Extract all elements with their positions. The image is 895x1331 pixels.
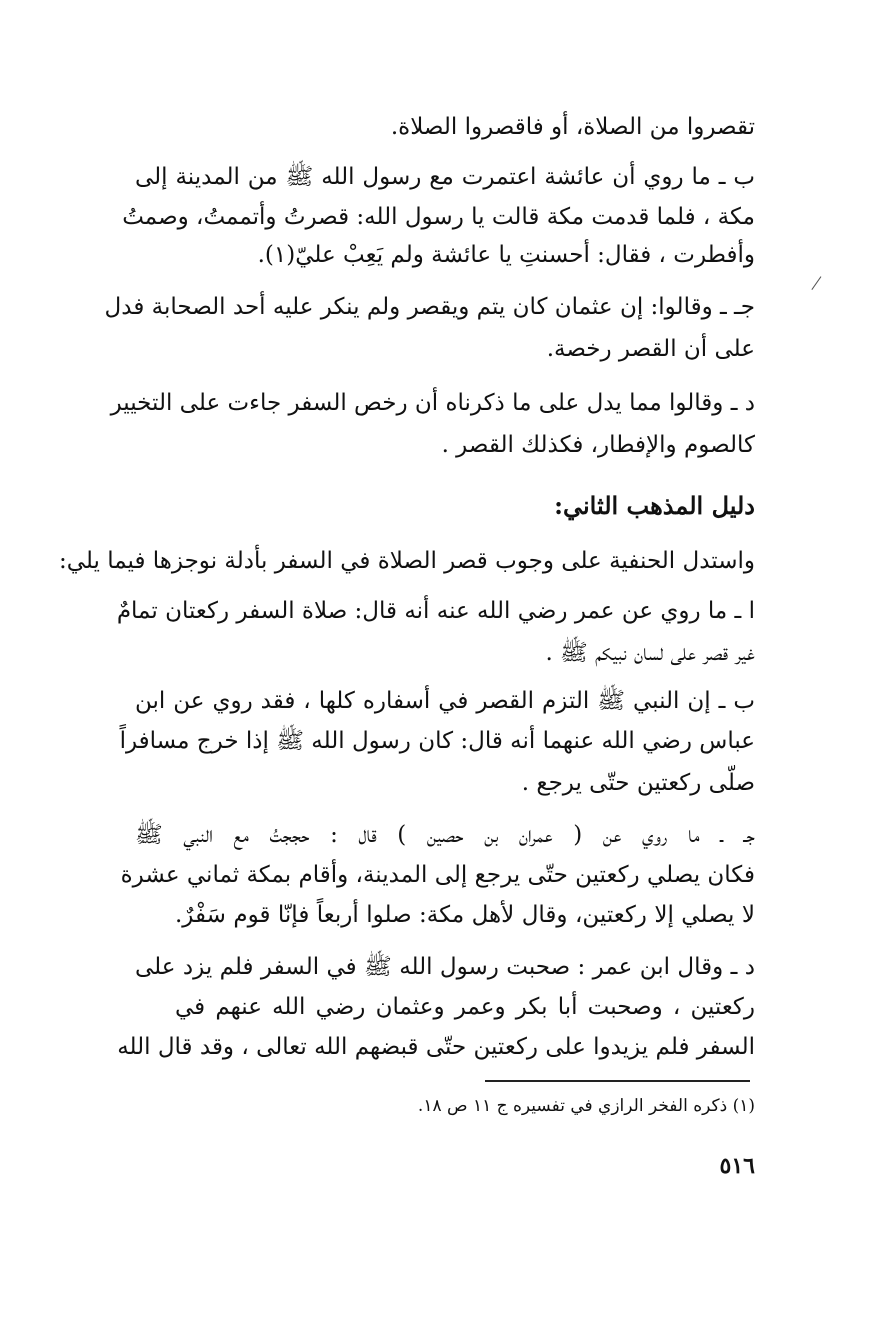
text-line-13: ب ـ إن النبي ﷺ التزم القصر في أسفاره كلها ، فقد روي عن ابن	[135, 688, 755, 714]
text-line-1: تقصروا من الصلاة، أو فاقصروا الصلاة.	[390, 114, 755, 140]
text-line-2: ب ـ ما روي أن عائشة اعتمرت مع رسول الله ﷺ من المدينة إلى	[135, 164, 755, 190]
text-line-15: صلّى ركعتين حتّى يرجع .	[521, 770, 755, 796]
pencil-mark-icon	[811, 276, 829, 295]
text-line-14: عباس رضي الله عنهما أنه قال: كان رسول الله ﷺ إذا خرج مسافراً	[119, 728, 755, 754]
footnote-divider	[485, 1080, 750, 1082]
text-line-6: على أن القصر رخصة.	[546, 336, 755, 362]
text-line-5: جـ ـ وقالوا: إن عثمان كان يتم ويقصر ولم ينكر عليه أحد الصحابة فدل	[104, 294, 755, 320]
text-line-12: غير قصر على لسان نبيكم ﷺ .	[545, 640, 755, 666]
text-line-11: ا ـ ما روي عن عمر رضي الله عنه أنه قال: صلاة السفر ركعتان تمامٌ	[116, 598, 755, 624]
text-line-4: وأفطرت ، فقال: أحسنتِ يا عائشة ولم يَعِبْ عليّ(١).	[257, 242, 755, 268]
section-heading: دليل المذهب الثاني:	[554, 491, 755, 520]
text-line-8: كالصوم والإفطار، فكذلك القصر .	[441, 432, 755, 458]
footnote: (١) ذكره الفخر الرازي في تفسيره ج ١١ ص ١٨.	[417, 1096, 755, 1116]
page-number: ٥١٦	[719, 1153, 755, 1179]
text-line-3: مكة ، فلما قدمت مكة قالت يا رسول الله: قصرتُ وأتممتُ، وصمتُ	[122, 204, 755, 230]
text-line-16: جـ ـ ما روي عن ( عمران بن حصين ) قال : حججتُ مع النبي ﷺ	[135, 822, 755, 848]
text-line-7: د ـ وقالوا مما يدل على ما ذكرناه أن رخص السفر جاءت على التخيير	[110, 390, 755, 416]
text-line-10: واستدل الحنفية على وجوب قصر الصلاة في السفر بأدلة نوجزها فيما يلي:	[58, 548, 755, 574]
text-line-19: د ـ وقال ابن عمر : صحبت رسول الله ﷺ في السفر فلم يزد على	[135, 954, 755, 980]
text-line-18: لا يصلي إلا ركعتين، وقال لأهل مكة: صلوا أربعاً فإنّا قوم سَفْرٌ.	[175, 902, 755, 928]
text-line-20: ركعتين ، وصحبت أبا بكر وعمر وعثمان رضي الله عنهم في	[175, 994, 755, 1020]
text-line-21: السفر فلم يزيدوا على ركعتين حتّى قبضهم الله تعالى ، وقد قال الله	[117, 1034, 755, 1060]
text-line-17: فكان يصلي ركعتين حتّى يرجع إلى المدينة، وأقام بمكة ثماني عشرة	[120, 862, 755, 888]
